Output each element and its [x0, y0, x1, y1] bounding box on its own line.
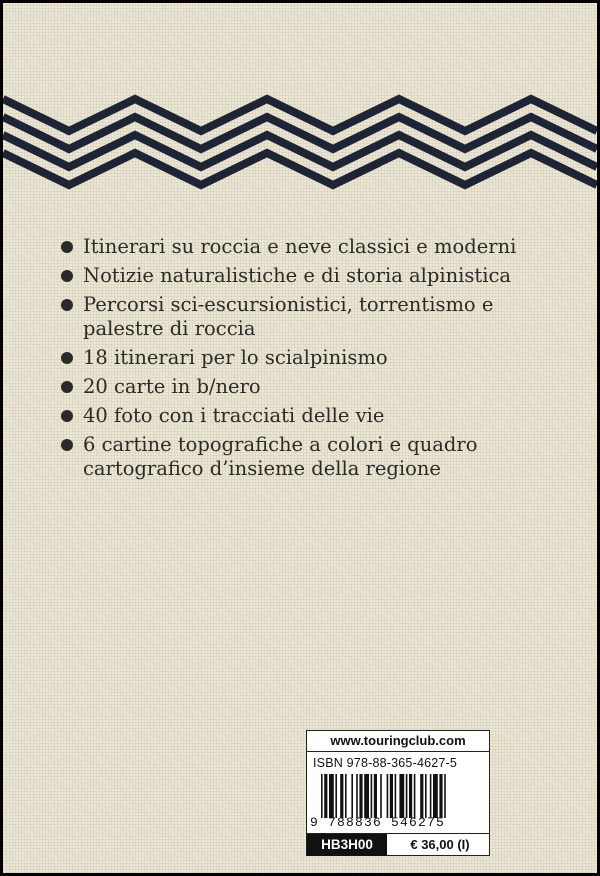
barcode-bar: [371, 774, 373, 818]
price-text: € 36,00 (I): [410, 837, 470, 852]
feature-item: [61, 346, 591, 370]
label-bottom-row: [307, 833, 489, 856]
zigzag-stripes-decoration: [3, 91, 597, 201]
barcode-bar: [340, 774, 343, 818]
barcode-bar: [380, 774, 382, 818]
barcode-bar: [335, 774, 337, 818]
book-back-cover: [3, 3, 597, 873]
barcode-bar: [356, 774, 358, 818]
barcode-bar: [409, 774, 412, 818]
barcode-bar: [324, 774, 327, 818]
barcode-bar: [321, 774, 323, 818]
feature-text: 6 cartine topografiche a colori e quadro cartografico d’insieme della regione: [83, 433, 478, 480]
barcode-bar: [395, 774, 397, 818]
barcode-icon: [321, 774, 483, 818]
price-barcode-label: [306, 730, 490, 856]
isbn-text: ISBN 978-88-365-4627-5: [313, 756, 458, 770]
barcode-bar: [433, 774, 438, 818]
barcode-bar: [406, 774, 408, 818]
barcode-bar: [364, 774, 369, 818]
feature-item: [61, 375, 591, 399]
feature-text: Percorsi sci-escursionistici, torrentismo e palestre di roccia: [83, 293, 494, 340]
barcode-bar: [439, 774, 442, 818]
barcode-bar: [374, 774, 377, 818]
feature-text: 20 carte in b/nero: [83, 375, 261, 398]
barcode-bar: [345, 774, 347, 818]
bullet-icon: [61, 381, 73, 393]
feature-text: Itinerari su roccia e neve classici e moderni: [83, 235, 517, 258]
feature-item: [61, 404, 591, 428]
feature-item: [61, 264, 591, 288]
barcode-bar: [444, 774, 446, 818]
bullet-icon: [61, 410, 73, 422]
barcode-bar: [425, 774, 427, 818]
feature-item: [61, 293, 523, 341]
barcode-bar: [359, 774, 362, 818]
product-code: HB3H00: [307, 834, 387, 856]
feature-item: [61, 433, 591, 481]
bullet-icon: [61, 241, 73, 253]
bullet-icon: [61, 270, 73, 282]
barcode-bar: [399, 774, 404, 818]
barcode-digits: 9 788836 546275: [310, 815, 446, 830]
feature-list: [61, 235, 591, 486]
bullet-icon: [61, 439, 73, 451]
bullet-icon: [61, 352, 73, 364]
barcode-bar: [329, 774, 334, 818]
barcode-bar: [430, 774, 432, 818]
feature-text: 40 foto con i tracciati delle vie: [83, 404, 385, 427]
feature-text: Notizie naturalistiche e di storia alpinistica: [83, 264, 512, 287]
barcode-bar: [420, 774, 423, 818]
barcode-bar: [387, 774, 389, 818]
feature-item: [61, 235, 591, 259]
barcode-bar: [390, 774, 393, 818]
publisher-website: www.touringclub.com: [307, 731, 489, 752]
barcode-bar: [414, 774, 416, 818]
bullet-icon: [61, 299, 73, 311]
barcode-bar: [351, 774, 353, 818]
feature-text: 18 itinerari per lo scialpinismo: [83, 346, 388, 369]
